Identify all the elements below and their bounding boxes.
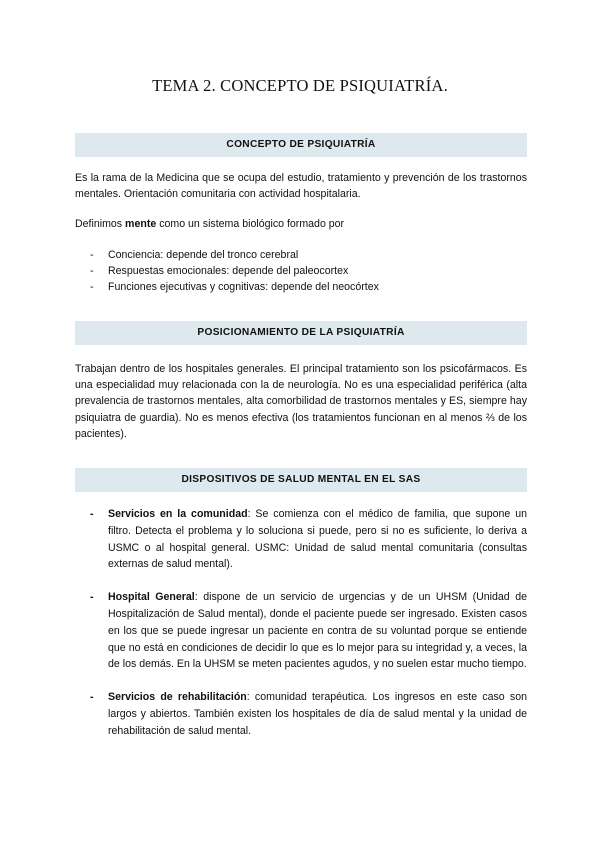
- paragraph-posicionamiento: Trabajan dentro de los hospitales generales. El principal tratamiento son los psicofármacos. Es una especialidad muy relacionada con la de neurología. No es una especialidad periférica (alta prevalencia de trastornos mentales, alta comorbilidad de trastornos mentales y ES, siempre hay psiquiatra de guardia). No es menos efectiva (los tratamientos funcionan en al menos ⅔ de los pacientes).: [75, 363, 527, 440]
- list-item-text: Conciencia: depende del tronco cerebral: [108, 249, 299, 261]
- list-item: [90, 506, 527, 573]
- list-item-text: Respuestas emocionales: depende del paleocortex: [108, 265, 349, 278]
- item-term: Hospital General: [108, 591, 195, 604]
- list-item: [90, 247, 530, 263]
- section-heading-posicionamiento: POSICIONAMIENTO DE LA PSIQUIATRÍA: [75, 321, 527, 345]
- bullet-dash: -: [90, 508, 94, 520]
- list-item-text: Funciones ejecutivas y cognitivas: depende del neocórtex: [108, 281, 379, 294]
- text-segment: como un sistema biológico formado por: [156, 218, 345, 230]
- list-item: [90, 263, 530, 279]
- section-heading-concepto: CONCEPTO DE PSIQUIATRÍA: [75, 133, 527, 157]
- list-item: [90, 589, 527, 673]
- bullet-dash: -: [90, 281, 94, 294]
- list-item: [90, 689, 527, 739]
- item-text: : Se comienza con el médico de familia, que supone un filtro. Detecta el problema y lo soluciona si puede, pero si no es suficiente, lo deriva a USMC o al hospital general. USMC: Unidad de salud mental comunitaria (consultas externas de salud mental).: [108, 508, 527, 571]
- item-term: Servicios en la comunidad: [108, 508, 248, 520]
- item-text: : dispone de un servicio de urgencias y de un UHSM (Unidad de Hospitalización de Salud mental), donde el paciente puede ser ingresado. Existen casos en los que se puede ingresar un paciente en contra de su voluntad porque se entiende que no está en condiciones de decidir lo que es lo mejor para su integridad y, a veces, la de los demás. En la UHSM se meten pacientes agudos, y no suelen estar mucho tiempo.: [108, 591, 527, 671]
- section-heading-dispositivos: DISPOSITIVOS DE SALUD MENTAL EN EL SAS: [75, 468, 527, 492]
- bold-term: mente: [125, 218, 157, 230]
- text-segment: Definimos: [75, 218, 126, 230]
- document-title: TEMA 2. CONCEPTO DE PSIQUIATRÍA.: [152, 76, 448, 95]
- bullet-dash: -: [90, 249, 94, 261]
- bullet-dash: -: [90, 691, 94, 704]
- dispositivos-list: [90, 506, 527, 756]
- item-term: Servicios de rehabilitación: [108, 691, 247, 704]
- bullet-dash: -: [90, 265, 94, 278]
- paragraph-definicion: Es la rama de la Medicina que se ocupa del estudio, tratamiento y prevención de los trastornos mentales. Orientación comunitaria con actividad hospitalaria.: [75, 172, 527, 201]
- list-item: [90, 279, 530, 295]
- bullet-dash: -: [90, 591, 94, 604]
- paragraph-mente: [75, 216, 527, 232]
- item-text: : comunidad terapéutica. Los ingresos en este caso son largos y abiertos. También existen los hospitales de día de salud mental y la unidad de rehabilitación de salud mental.: [108, 691, 527, 737]
- mente-list: [90, 247, 530, 296]
